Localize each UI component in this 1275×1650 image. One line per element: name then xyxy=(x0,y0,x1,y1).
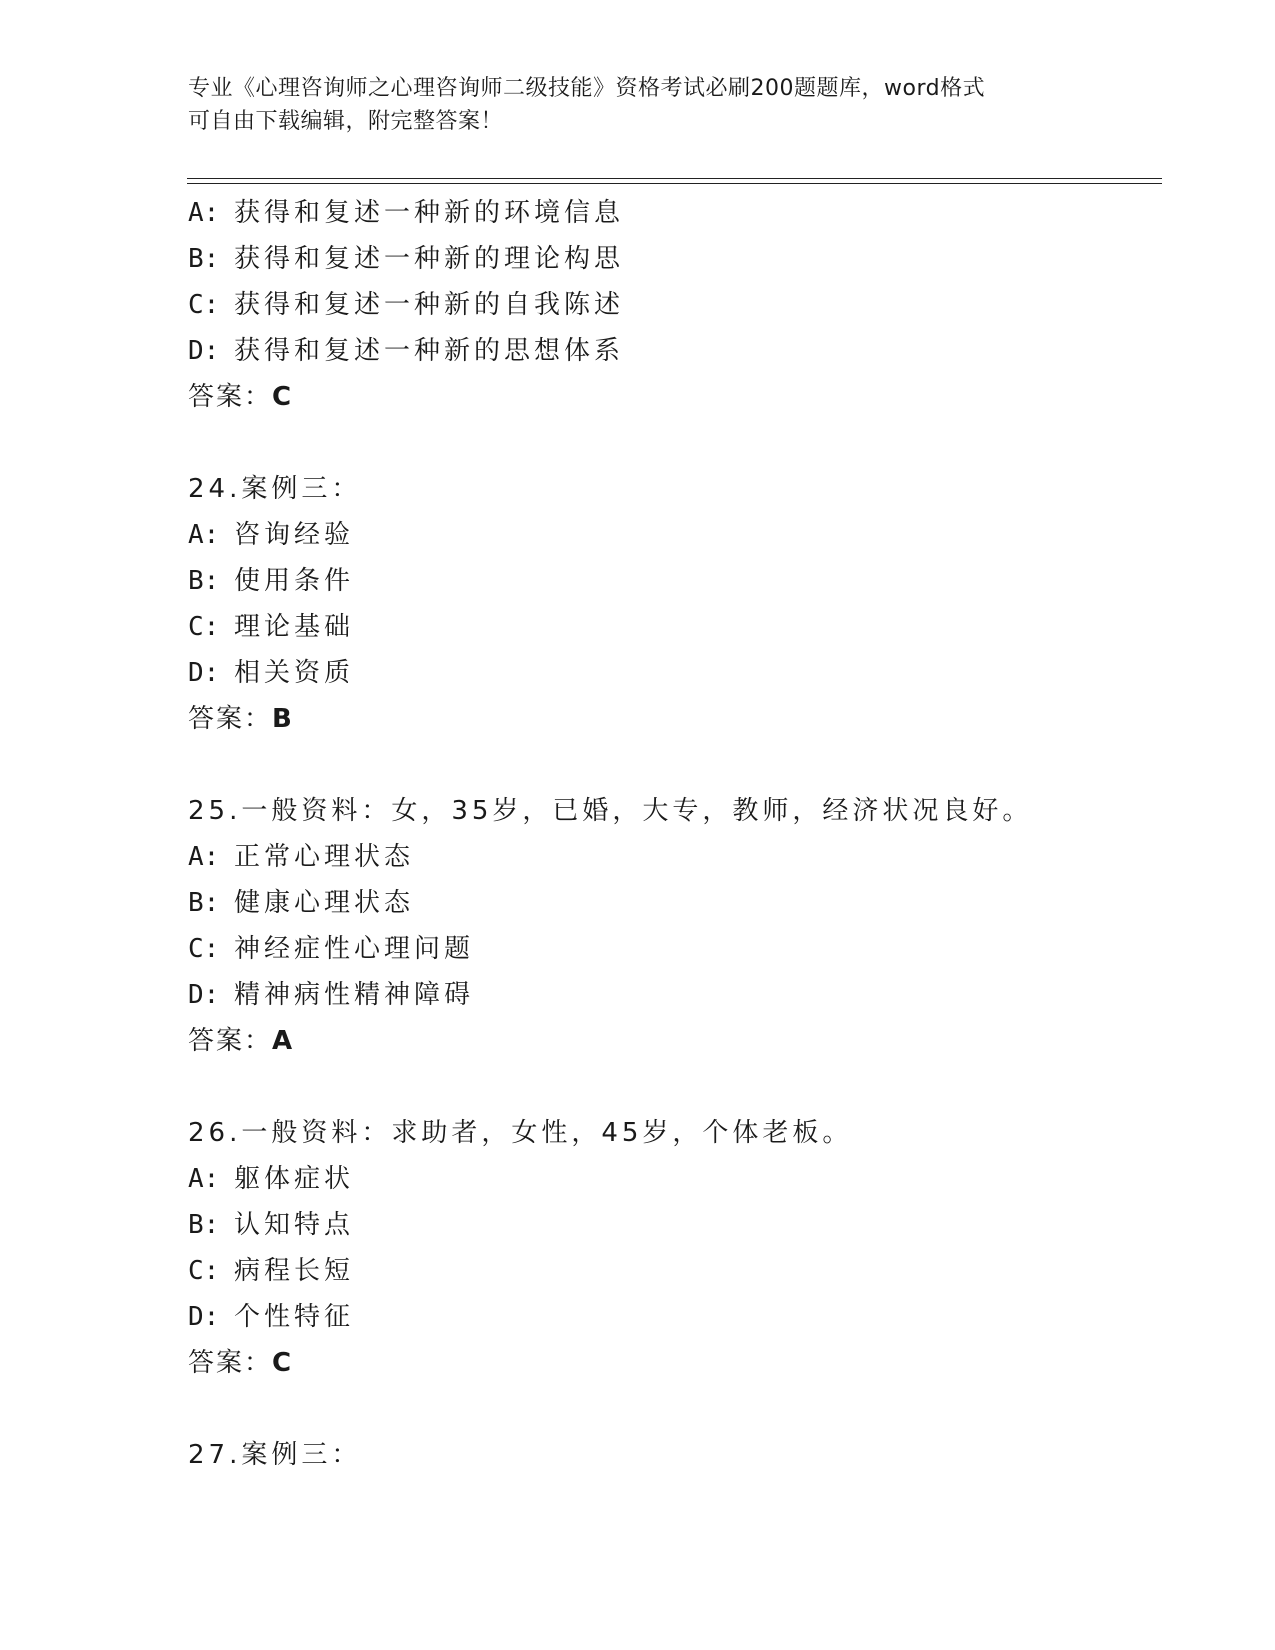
header-divider-bottom xyxy=(187,183,1162,184)
option-c: C: 神经症性心理问题 xyxy=(188,934,475,964)
answer: 答案：C xyxy=(188,382,294,412)
question-text: 26.一般资料：求助者，女性，45岁，个体老板。 xyxy=(188,1118,853,1148)
header-line-1: 专业《心理咨询师之心理咨询师二级技能》资格考试必刷200题题库，word格式 xyxy=(188,76,986,101)
answer: 答案：C xyxy=(188,1348,294,1378)
option-d: D: 个性特征 xyxy=(188,1302,355,1332)
block-spacer xyxy=(188,742,1163,788)
question-text: 25.一般资料：女，35岁，已婚，大专，教师，经济状况良好。 xyxy=(188,796,1033,826)
option-d: D: 获得和复述一种新的思想体系 xyxy=(188,336,625,366)
option-c: C: 获得和复述一种新的自我陈述 xyxy=(188,290,625,320)
block-spacer xyxy=(188,1064,1163,1110)
question-block xyxy=(188,1432,1163,1478)
question-list xyxy=(188,190,1163,1478)
option-b: B: 健康心理状态 xyxy=(188,888,415,918)
question-block xyxy=(188,466,1163,742)
option-a: A: 正常心理状态 xyxy=(188,842,415,872)
option-c: C: 理论基础 xyxy=(188,612,355,642)
option-b: B: 获得和复述一种新的理论构思 xyxy=(188,244,625,274)
option-c: C: 病程长短 xyxy=(188,1256,355,1286)
document-header xyxy=(188,72,1068,138)
header-line-2: 可自由下载编辑，附完整答案！ xyxy=(188,109,504,134)
question-text: 27.案例三： xyxy=(188,1440,362,1470)
answer: 答案：A xyxy=(188,1026,295,1056)
answer: 答案：B xyxy=(188,704,294,734)
option-b: B: 使用条件 xyxy=(188,566,355,596)
option-d: D: 精神病性精神障碍 xyxy=(188,980,475,1010)
question-block xyxy=(188,788,1163,1064)
question-text: 24.案例三： xyxy=(188,474,362,504)
block-spacer xyxy=(188,420,1163,466)
option-a: A: 咨询经验 xyxy=(188,520,355,550)
block-spacer xyxy=(188,1386,1163,1432)
option-b: B: 认知特点 xyxy=(188,1210,355,1240)
option-a: A: 躯体症状 xyxy=(188,1164,355,1194)
option-a: A: 获得和复述一种新的环境信息 xyxy=(188,198,625,228)
header-divider-top xyxy=(187,178,1162,179)
question-block xyxy=(188,1110,1163,1386)
option-d: D: 相关资质 xyxy=(188,658,355,688)
question-block xyxy=(188,190,1163,420)
